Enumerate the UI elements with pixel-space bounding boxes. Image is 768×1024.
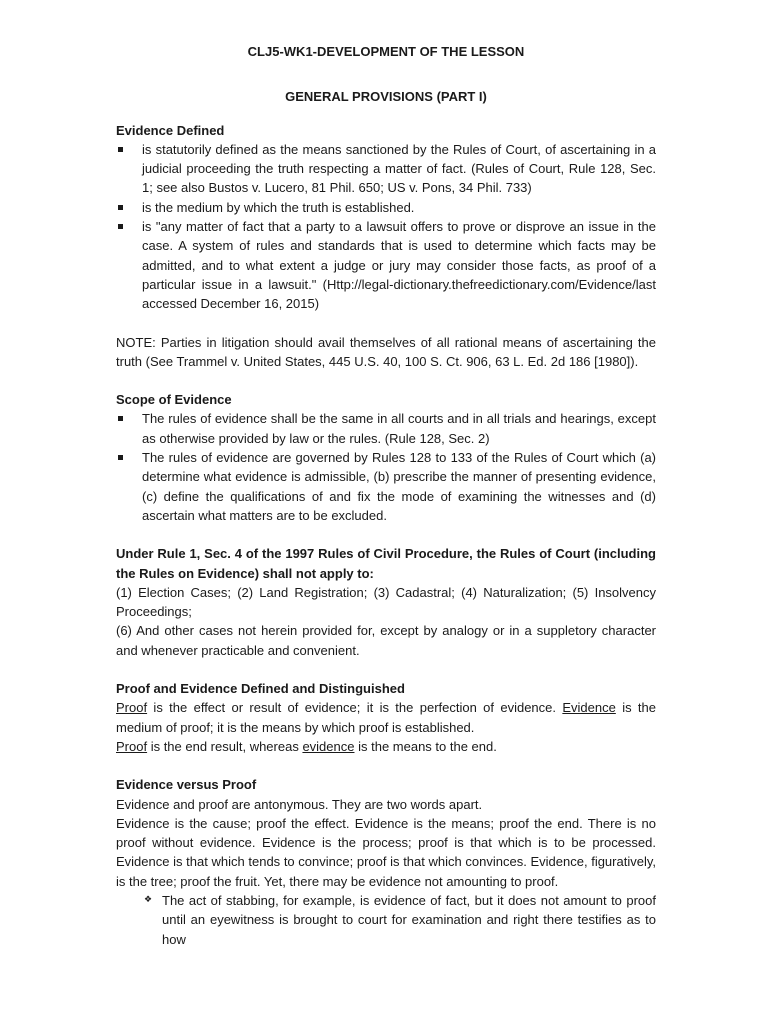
- list-item: is statutorily defined as the means sanctioned by the Rules of Court, of ascertaining in a judicial proceeding the truth respecting a matter of fact. (Rules of Court, Rule 128, Sec. 1; see also Bustos v. Lucero, 81 Phil. 650; US v. Pons, 34 Phil. 733): [116, 140, 656, 198]
- heading-rule1: Under Rule 1, Sec. 4 of the 1997 Rules of Civil Procedure, the Rules of Court (including the Rules on Evidence) shall not apply to:: [116, 546, 656, 581]
- section-scope: [116, 390, 656, 525]
- versus-paragraph-1: Evidence and proof are antonymous. They are two words apart.: [116, 796, 483, 812]
- heading-evidence-vs-proof: Evidence versus Proof: [116, 777, 257, 793]
- section-evidence-defined: [116, 121, 656, 372]
- list-item: The rules of evidence are governed by Rules 128 to 133 of the Rules of Court which (a) determine what evidence is admissible, (b) prescribe the manner of presenting evidence, (c) define the qualifications of and fix the mode of examining the witnesses and (d) ascertain what matters are to be excluded.: [116, 448, 656, 525]
- proof-paragraph-2: [116, 737, 656, 756]
- document-subtitle: GENERAL PROVISIONS (PART I): [285, 89, 487, 105]
- term-evidence: Evidence: [562, 700, 616, 716]
- document-body: [116, 42, 656, 949]
- list-item: ❖ The act of stabbing, for example, is evidence of fact, but it does not amount to proof until an eyewitness is brought to court for examination and right there testifies as to how: [142, 891, 656, 949]
- text-span: is the means to the end.: [354, 738, 497, 754]
- text-span: is the end result, whereas: [147, 738, 303, 754]
- heading-proof-defined: Proof and Evidence Defined and Distinguished: [116, 681, 405, 697]
- proof-paragraph-1: [116, 698, 656, 737]
- rule1-line-1: (1) Election Cases; (2) Land Registration; (3) Cadastral; (4) Naturalization; (5) Insolvency Proceedings;: [116, 584, 656, 620]
- list-item: The rules of evidence shall be the same in all courts and in all trials and hearings, except as otherwise provided by law or the rules. (Rule 128, Sec. 2): [116, 409, 656, 448]
- heading-evidence-defined: Evidence Defined: [116, 122, 225, 138]
- evidence-defined-list: [116, 140, 656, 314]
- list-item: is "any matter of fact that a party to a lawsuit offers to prove or disprove an issue in the case. A system of rules and standards that is used to determine which facts may be admitted, and to what extent a judge or jury may consider those facts, as proof of a particular issue in a lawsuit." (Http://legal-dictionary.thefreedictionary.com/Evidence/last accessed December 16, 2015): [116, 217, 656, 313]
- section-proof-defined: [116, 679, 656, 756]
- text-span: is the medium of proof; it is the means by which proof is established.: [116, 700, 656, 735]
- heading-scope: Scope of Evidence: [116, 392, 232, 408]
- versus-paragraph-2: Evidence is the cause; proof the effect. Evidence is the means; proof the end. There is no proof without evidence. Evidence is the process; proof is that which is to be processed. Evidence is that which tends to convince; proof is that which convinces. Evidence, figuratively, is the tree; proof the fruit. Yet, there may be evidence not amounting to proof.: [116, 815, 656, 889]
- term-proof: Proof: [116, 700, 148, 716]
- section-evidence-vs-proof: [116, 775, 656, 949]
- note-paragraph: NOTE: Parties in litigation should avail themselves of all rational means of ascertaining the truth (See Trammel v. United States, 445 U.S. 40, 100 S. Ct. 906, 63 L. Ed. 2d 186 [1980]).: [116, 334, 656, 369]
- text-span: is the effect or result of evidence; it is the perfection of evidence.: [147, 700, 563, 716]
- document-title: CLJ5-WK1-DEVELOPMENT OF THE LESSON: [247, 44, 525, 59]
- scope-list: [116, 409, 656, 525]
- example-list: [116, 891, 656, 949]
- term-proof: Proof: [116, 738, 148, 754]
- list-item: is the medium by which the truth is established.: [116, 198, 656, 217]
- term-evidence: evidence: [302, 738, 355, 754]
- rule1-line-2: (6) And other cases not herein provided for, except by analogy or in a suppletory character and whenever practicable and convenient.: [116, 623, 656, 658]
- section-rule1: [116, 544, 656, 660]
